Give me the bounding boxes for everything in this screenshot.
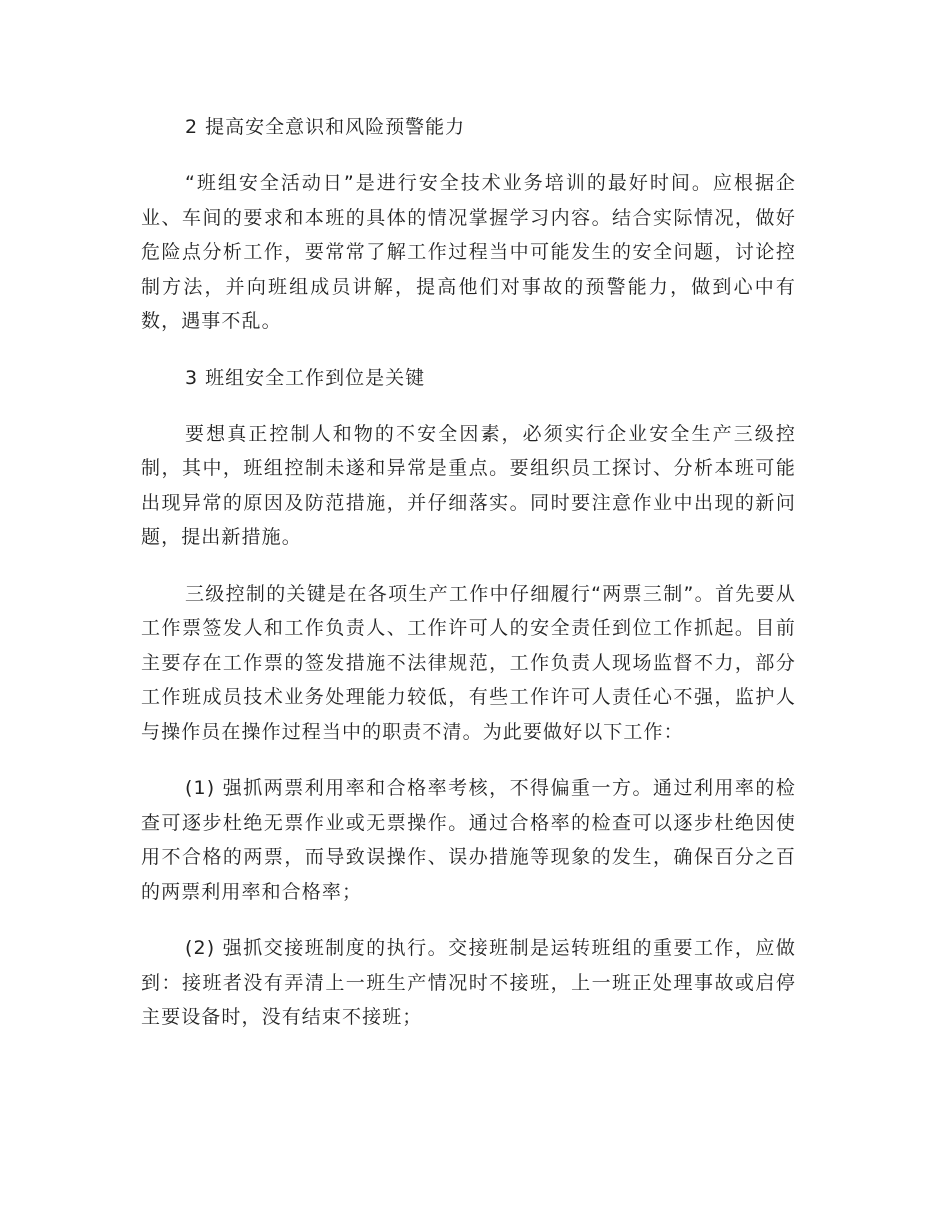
paragraph-item-2: (2) 强抓交接班制度的执行。交接班制是运转班组的重要工作，应做到：接班者没有弄清上一班生产情况时不接班，上一班正处理事故或启停主要设备时，没有结束不接班； xyxy=(141,937,796,1028)
document-body xyxy=(141,110,796,1057)
section-heading-2: 2 提高安全意识和风险预警能力 xyxy=(185,116,466,138)
paragraph-two-tickets-three-systems: 三级控制的关键是在各项生产工作中仔细履行“两票三制”。首先要从工作票签发人和工作负责人、工作许可人的安全责任到位工作抓起。目前主要存在工作票的签发措施不法律规范，工作负责人现场监督不力，部分工作班成员技术业务处理能力较低，有些工作许可人责任心不强，监护人与操作员在操作过程当中的职责不清。为此要做好以下工作： xyxy=(141,582,796,743)
paragraph-three-level-control: 要想真正控制人和物的不安全因素，必须实行企业安全生产三级控制，其中，班组控制未遂和异常是重点。要组织员工探讨、分析本班可能出现异常的原因及防范措施，并仔细落实。同时要注意作业中出现的新问题，提出新措施。 xyxy=(141,422,796,548)
section-heading-3: 3 班组安全工作到位是关键 xyxy=(185,366,426,389)
paragraph-item-1: (1) 强抓两票利用率和合格率考核，不得偏重一方。通过利用率的检查可逐步杜绝无票作业或无票操作。通过合格率的检查可以逐步杜绝因使用不合格的两票，而导致误操作、误办措施等现象的发生，确保百分之百的两票利用率和合格率； xyxy=(141,777,796,903)
paragraph-safety-activity-day: “班组安全活动日”是进行安全技术业务培训的最好时间。应根据企业、车间的要求和本班的具体的情况掌握学习内容。结合实际情况，做好危险点分析工作，要常常了解工作过程当中可能发生的安全问题，讨论控制方法，并向班组成员讲解，提高他们对事故的预警能力，做到心中有数，遇事不乱。 xyxy=(141,172,796,332)
